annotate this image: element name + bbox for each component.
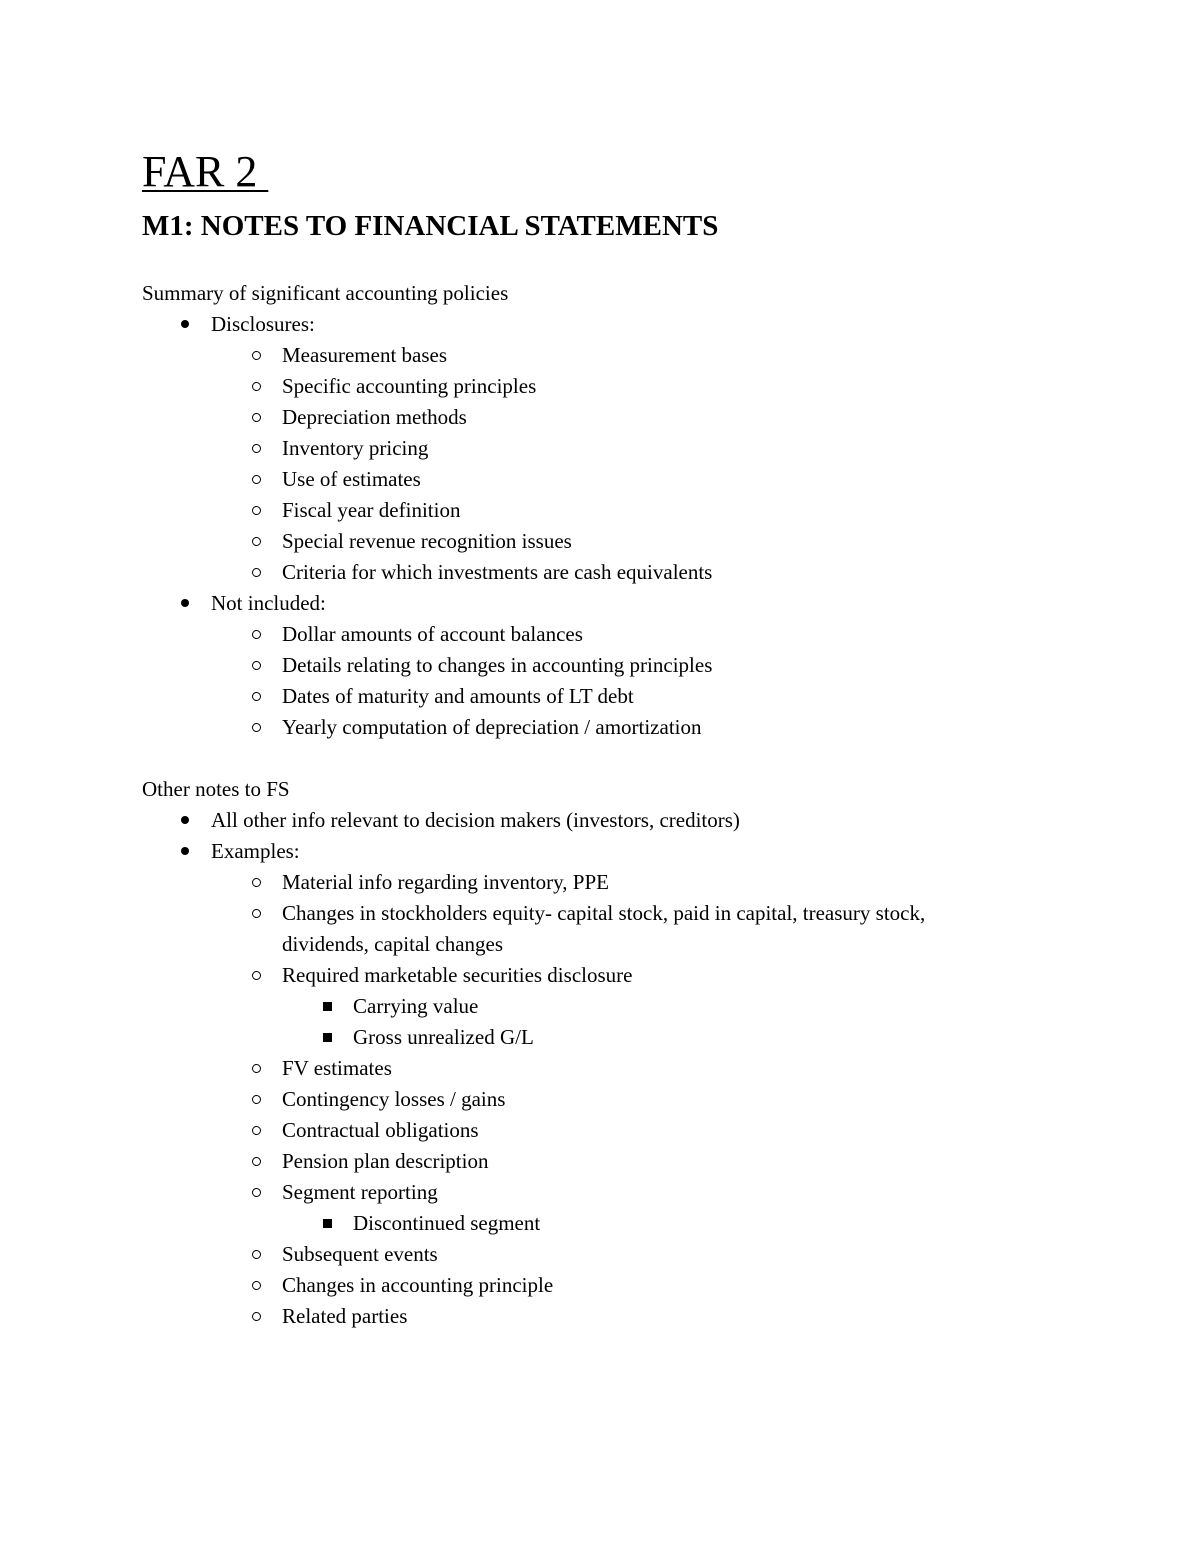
bullet-circle-icon [246, 371, 266, 402]
bullet-circle-icon [246, 340, 266, 371]
list-item-text: Related parties [282, 1304, 408, 1328]
list-item [142, 805, 1062, 836]
list-item-text: Disclosures: [211, 312, 315, 336]
list-item [142, 340, 1062, 371]
list-item-text: Fiscal year definition [282, 498, 461, 522]
list-item [142, 1239, 1062, 1270]
bullet-circle-icon [246, 1301, 266, 1332]
bullet-circle-icon [246, 1270, 266, 1301]
bullet-dot-icon [175, 836, 195, 867]
list-item-text: Changes in stockholders equity- capital stock, paid in capital, treasury stock, dividends, capital changes [282, 901, 926, 956]
bullet-circle-icon [246, 1084, 266, 1115]
bullet-circle-icon [246, 1053, 266, 1084]
bullet-circle-icon [246, 557, 266, 588]
document-body [142, 278, 1062, 1332]
bullet-circle-icon [246, 867, 266, 898]
section-heading-policies: Summary of significant accounting policies [142, 281, 509, 305]
list-item-text: Not included: [211, 591, 326, 615]
list-item-text: Specific accounting principles [282, 374, 537, 398]
document-title: FAR 2 [142, 147, 269, 196]
list-item [142, 1084, 1062, 1115]
list-item-text: Examples: [211, 839, 300, 863]
list-item [142, 557, 1062, 588]
bullet-circle-icon [246, 1146, 266, 1177]
list-item [142, 1146, 1062, 1177]
bullet-circle-icon [246, 1239, 266, 1270]
list-item-text: Criteria for which investments are cash equivalents [282, 560, 713, 584]
bullet-circle-icon [246, 960, 266, 991]
list-item-text: Segment reporting [282, 1180, 438, 1204]
bullet-dot-icon [175, 309, 195, 340]
list-item-text: Carrying value [353, 994, 479, 1018]
bullet-circle-icon [246, 526, 266, 557]
list-item [142, 712, 1062, 743]
list-item-text: All other info relevant to decision makers (investors, creditors) [211, 808, 740, 832]
list-item [142, 681, 1062, 712]
list-item-text: Dollar amounts of account balances [282, 622, 583, 646]
list-item-text: Contractual obligations [282, 1118, 479, 1142]
list-item [142, 619, 1062, 650]
bullet-circle-icon [246, 402, 266, 433]
bullet-square-icon [317, 1022, 337, 1053]
list-item [142, 650, 1062, 681]
list-item-text: Yearly computation of depreciation / amortization [282, 715, 702, 739]
bullet-square-icon [317, 991, 337, 1022]
bullet-dot-icon [175, 588, 195, 619]
list-item-text: Subsequent events [282, 1242, 438, 1266]
list-item [142, 1177, 1062, 1208]
section-heading-other-notes: Other notes to FS [142, 777, 290, 801]
bullet-circle-icon [246, 1177, 266, 1208]
list-item [142, 309, 1062, 340]
bullet-dot-icon [175, 805, 195, 836]
list-item-text: Discontinued segment [353, 1211, 541, 1235]
list-item-text: Inventory pricing [282, 436, 429, 460]
list-item [142, 433, 1062, 464]
bullet-circle-icon [246, 1115, 266, 1146]
list-item [142, 867, 1062, 898]
list-item [142, 371, 1062, 402]
list-item-text: Depreciation methods [282, 405, 467, 429]
bullet-circle-icon [246, 433, 266, 464]
list-item-text: Changes in accounting principle [282, 1273, 554, 1297]
list-item [142, 1053, 1062, 1084]
list-item-text: Measurement bases [282, 343, 448, 367]
list-item [142, 960, 1062, 991]
bullet-circle-icon [246, 464, 266, 495]
bullet-circle-icon [246, 712, 266, 743]
list-item [142, 1301, 1062, 1332]
list-item [142, 991, 1062, 1022]
module-heading: M1: NOTES TO FINANCIAL STATEMENTS [142, 210, 719, 242]
list-item-text: Material info regarding inventory, PPE [282, 870, 609, 894]
list-item [142, 588, 1062, 619]
bullet-square-icon [317, 1208, 337, 1239]
list-item [142, 464, 1062, 495]
list-item [142, 898, 1062, 960]
list-item-text: Required marketable securities disclosure [282, 963, 633, 987]
bullet-circle-icon [246, 898, 266, 929]
blank-line [142, 743, 1062, 774]
list-item-text: Pension plan description [282, 1149, 489, 1173]
list-item [142, 495, 1062, 526]
list-item [142, 1208, 1062, 1239]
list-item [142, 836, 1062, 867]
list-item-text: Special revenue recognition issues [282, 529, 572, 553]
list-item [142, 1270, 1062, 1301]
bullet-circle-icon [246, 681, 266, 712]
list-item [142, 1115, 1062, 1146]
list-item-text: FV estimates [282, 1056, 392, 1080]
bullet-circle-icon [246, 619, 266, 650]
list-item-text: Dates of maturity and amounts of LT debt [282, 684, 634, 708]
list-item [142, 526, 1062, 557]
list-item-text: Contingency losses / gains [282, 1087, 506, 1111]
list-item-text: Gross unrealized G/L [353, 1025, 534, 1049]
bullet-circle-icon [246, 650, 266, 681]
list-item [142, 1022, 1062, 1053]
list-item [142, 402, 1062, 433]
list-item-text: Use of estimates [282, 467, 421, 491]
list-item-text: Details relating to changes in accounting principles [282, 653, 713, 677]
bullet-circle-icon [246, 495, 266, 526]
